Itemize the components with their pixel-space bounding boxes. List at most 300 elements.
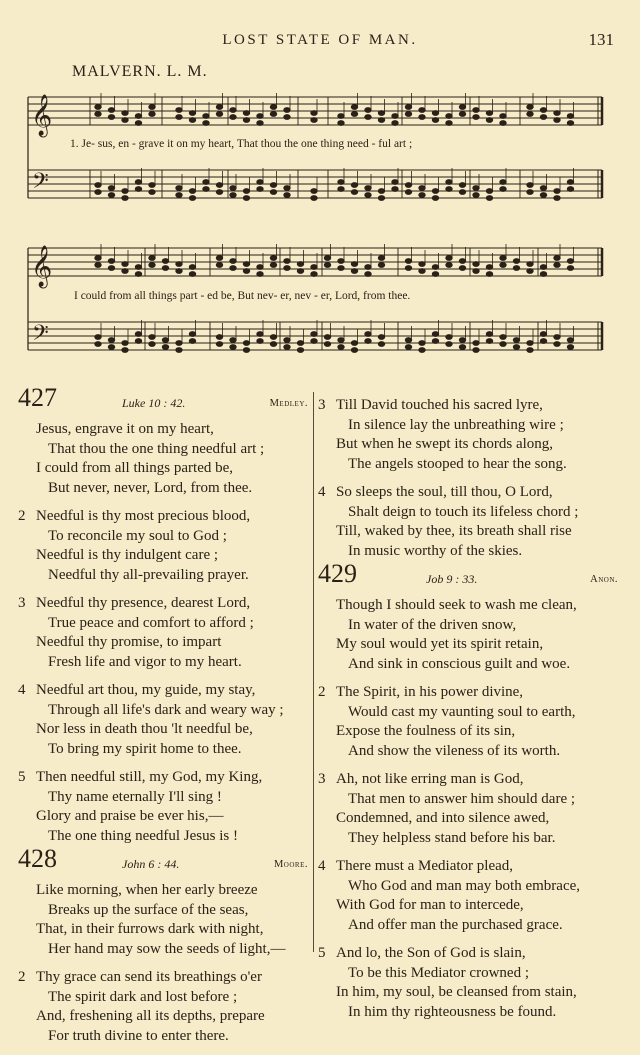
note-head [378,256,384,261]
note-head [311,111,317,116]
note-head [108,186,114,191]
verse-line: Would cast my vaunting soul to earth, [348,703,576,720]
note-head [230,259,236,264]
note-head [446,180,452,185]
note-head [230,345,236,350]
note-head [513,338,519,343]
note-head [122,196,128,201]
verse-line: So sleeps the soul, till thou, O Lord, [336,484,553,500]
note-head [95,112,101,117]
note-head [297,269,303,274]
note-head [473,108,479,113]
stanza [318,596,618,674]
stanza [318,857,618,935]
note-head [351,341,357,346]
verse-number: 4 [18,682,26,698]
note-head [257,272,263,277]
note-head [554,335,560,340]
note-head [513,345,519,350]
stanza [318,944,618,1022]
note-head [554,263,560,268]
note-head [405,190,411,195]
verse-line: To bring my spirit home to thee. [48,740,242,757]
note-head [338,180,344,185]
note-head [324,256,330,261]
note-head [486,272,492,277]
note-head [284,345,290,350]
note-head [405,112,411,117]
note-head [189,111,195,116]
verse-line: And offer man the purchased grace. [348,916,563,933]
note-head [459,183,465,188]
note-head [95,335,101,340]
note-head [351,105,357,110]
note-head [419,193,425,198]
note-head [230,338,236,343]
hymn-428-stanzas [18,881,308,1046]
bass-clef-icon: 𝄢 [32,321,49,351]
verse-line: To reconcile my soul to God ; [48,527,227,544]
verse-line: Thy grace can send its breathings o'er [36,969,262,985]
note-head [378,111,384,116]
music-score [0,0,640,380]
verse-line: But never, never, Lord, from thee. [48,479,253,496]
note-head [500,263,506,268]
note-head [513,259,519,264]
verse-line: Who God and man may both embrace, [348,877,581,894]
bass-clef-icon: 𝄢 [32,169,49,199]
author: Anon. [590,574,618,585]
note-head [540,339,546,344]
note-head [527,348,533,353]
hymn-number: 429 [318,559,357,588]
note-head [351,112,357,117]
note-head [567,180,573,185]
note-head [567,259,573,264]
note-head [216,342,222,347]
note-head [378,118,384,123]
verse-line: There must a Mediator plead, [336,858,514,874]
note-head [527,105,533,110]
note-head [189,332,195,337]
note-head [473,193,479,198]
note-head [419,348,425,353]
note-head [243,341,249,346]
note-head [338,121,344,126]
music-lyrics-line-1: 1. Je- sus, en - grave it on my heart, That thou the one thing need - ful art ; [70,138,413,150]
note-head [351,262,357,267]
note-head [176,193,182,198]
note-head [459,112,465,117]
hymn-427-stanzas [18,420,308,846]
verse-number: 3 [18,595,26,611]
note-head [311,272,317,277]
verse-line: Then needful still, my God, my King, [36,769,263,785]
note-head [135,187,141,192]
note-head [149,112,155,117]
note-head [446,342,452,347]
note-head [486,189,492,194]
note-head [554,342,560,347]
note-head [243,118,249,123]
note-head [216,263,222,268]
note-head [176,108,182,113]
note-head [95,105,101,110]
note-head [284,193,290,198]
note-head [149,263,155,268]
note-head [446,114,452,119]
note-head [392,180,398,185]
verse-line: In him thy righteousness be found. [348,1003,557,1020]
hymn-number: 428 [18,844,57,873]
note-head [432,265,438,270]
note-head [351,348,357,353]
column-divider [313,392,314,952]
note-head [122,111,128,116]
stanza [18,768,308,846]
stanza [318,683,618,761]
verse-line: That, in their furrows dark with night, [36,921,264,937]
note-head [486,118,492,123]
verse-line: Glory and praise be ever his,— [36,808,224,824]
note-head [311,339,317,344]
note-head [527,341,533,346]
note-head [459,259,465,264]
note-head [500,187,506,192]
note-head [135,339,141,344]
note-head [432,272,438,277]
note-head [419,269,425,274]
note-head [527,183,533,188]
note-head [365,186,371,191]
note-head [122,348,128,353]
left-column [18,383,308,1055]
note-head [540,108,546,113]
note-head [270,335,276,340]
note-head [95,263,101,268]
running-header: LOST STATE OF MAN. [222,32,418,48]
note-head [338,345,344,350]
note-head [378,263,384,268]
verse-number: 5 [18,769,26,785]
note-head [405,105,411,110]
note-head [203,114,209,119]
note-head [473,348,479,353]
verse-line: Till, waked by thee, its breath shall rise [336,523,572,539]
note-head [270,256,276,261]
note-head [149,342,155,347]
verse-number: 3 [318,771,326,787]
stanza [18,681,308,759]
note-head [108,345,114,350]
note-head [540,332,546,337]
note-head [108,266,114,271]
note-head [567,345,573,350]
stanza [18,968,308,1046]
verse-line: Shalt deign to touch its lifeless chord ; [348,503,579,520]
verse-number: 5 [318,945,326,961]
note-head [243,111,249,116]
note-head [378,189,384,194]
note-head [216,105,222,110]
note-head [459,266,465,271]
verse-number: 2 [18,969,26,985]
verse-line: Breaks up the surface of the seas, [48,901,249,918]
note-head [230,266,236,271]
verse-line: Fresh life and vigor to my heart. [48,653,242,670]
stanza [318,770,618,848]
verse-line: I could from all things parted be, [36,460,234,476]
note-head [257,339,263,344]
scripture-ref: John 6 : 44. [122,857,180,871]
note-head [297,262,303,267]
verse-line: With God for man to intercede, [336,897,524,913]
note-head [257,114,263,119]
note-head [473,115,479,120]
verse-line: Through all life's dark and weary way ; [48,701,284,718]
tune-title: MALVERN. L. M. [72,63,208,80]
note-head [365,193,371,198]
note-head [419,108,425,113]
note-head [324,335,330,340]
note-head [419,115,425,120]
note-head [203,187,209,192]
note-head [311,265,317,270]
note-head [500,256,506,261]
note-head [257,180,263,185]
stanza [18,507,308,585]
note-head [122,269,128,274]
treble-clef-icon: 𝄞 [31,95,53,136]
note-head [365,265,371,270]
note-head [392,187,398,192]
note-head [459,105,465,110]
scripture-ref: Luke 10 : 42. [122,396,186,410]
note-head [270,263,276,268]
hymn-429-header [318,559,618,596]
note-head [378,342,384,347]
verse-line: That men to answer him should dare ; [348,790,576,807]
note-head [500,342,506,347]
note-head [189,272,195,277]
note-head [351,190,357,195]
verse-line: For truth divine to enter there. [48,1027,229,1044]
verse-number: 3 [318,397,326,413]
note-head [216,183,222,188]
note-head [162,266,168,271]
note-head [95,183,101,188]
note-head [176,262,182,267]
note-head [378,196,384,201]
author: Moore. [273,859,308,870]
note-head [554,111,560,116]
note-head [95,256,101,261]
note-head [270,105,276,110]
note-head [243,269,249,274]
note-head [149,190,155,195]
note-head [162,345,168,350]
note-head [365,272,371,277]
verse-line: To be this Mediator crowned ; [348,964,529,981]
note-head [243,189,249,194]
note-head [108,115,114,120]
verse-number: 2 [18,508,26,524]
note-head [122,262,128,267]
note-head [122,118,128,123]
note-head [311,189,317,194]
note-head [554,189,560,194]
note-head [324,263,330,268]
verse-line: Like morning, when her early breeze [36,882,258,898]
note-head [527,112,533,117]
note-head [392,121,398,126]
hymn-428-header [18,844,308,881]
note-head [432,111,438,116]
note-head [162,259,168,264]
note-head [216,112,222,117]
note-head [500,180,506,185]
note-head [473,186,479,191]
note-head [473,341,479,346]
note-head [527,262,533,267]
verse-number: 4 [318,484,326,500]
note-head [149,256,155,261]
note-head [189,189,195,194]
treble-clef-icon: 𝄞 [31,246,53,287]
note-head [203,180,209,185]
note-head [567,187,573,192]
note-head [419,186,425,191]
note-head [230,108,236,113]
note-head [365,339,371,344]
note-head [135,121,141,126]
note-head [338,187,344,192]
note-head [176,341,182,346]
note-head [324,342,330,347]
note-head [432,332,438,337]
right-column [318,396,618,1031]
note-head [365,332,371,337]
note-head [95,190,101,195]
note-head [243,196,249,201]
hymn-427-header [18,383,308,420]
note-head [351,183,357,188]
verse-line: Needful thy presence, dearest Lord, [36,595,251,611]
note-head [230,186,236,191]
verse-line: And lo, the Son of God is slain, [336,945,526,961]
stanza [18,594,308,672]
verse-line: Needful thy promise, to impart [36,634,222,650]
note-head [311,196,317,201]
verse-line: The Spirit, in his power divine, [336,684,524,700]
note-head [378,335,384,340]
note-head [554,118,560,123]
verse-line: Ah, not like erring man is God, [336,771,524,787]
note-head [216,190,222,195]
note-head [432,189,438,194]
note-head [540,186,546,191]
verse-line: Jesus, engrave it on my heart, [36,421,214,437]
note-head [284,259,290,264]
note-head [540,265,546,270]
hymn-429-stanzas [318,596,618,1022]
note-head [122,341,128,346]
verse-line: Needful is thy most precious blood, [36,508,251,524]
note-head [257,332,263,337]
note-head [446,121,452,126]
note-head [297,341,303,346]
note-head [405,266,411,271]
note-head [446,263,452,268]
note-head [135,265,141,270]
note-head [284,108,290,113]
verse-line: Her hand may sow the seeds of light,— [48,940,286,957]
verse-line: Needful thy all-prevailing prayer. [48,566,249,583]
verse-line: My soul would yet its spirit retain, [336,636,544,652]
note-head [284,338,290,343]
note-head [189,265,195,270]
note-head [311,332,317,337]
note-head [230,193,236,198]
note-head [567,114,573,119]
verse-line: Thy name eternally I'll sing ! [48,788,222,805]
note-head [459,338,465,343]
verse-line: Needful is thy indulgent care ; [36,547,219,563]
note-head [446,256,452,261]
note-head [446,187,452,192]
scripture-ref: Job 9 : 33. [426,572,478,586]
verse-line: And sink in conscious guilt and woe. [348,655,571,672]
note-head [270,342,276,347]
note-head [405,183,411,188]
note-head [459,190,465,195]
note-head [432,118,438,123]
note-head [108,338,114,343]
stanza [318,483,618,561]
note-head [162,338,168,343]
verse-number: 4 [318,858,326,874]
note-head [176,186,182,191]
note-head [486,339,492,344]
note-head [338,114,344,119]
note-head [257,121,263,126]
note-head [149,335,155,340]
verse-line: Condemned, and into silence awed, [336,810,550,826]
note-head [176,115,182,120]
note-head [459,345,465,350]
note-head [135,332,141,337]
note-head [270,112,276,117]
note-head [149,105,155,110]
note-head [486,332,492,337]
verse-line: In water of the driven snow, [348,616,517,633]
verse-number: 2 [318,684,326,700]
verse-line: Though I should seek to wash me clean, [336,597,577,613]
verse-line: They helpless stand before his bar. [348,829,556,846]
verse-line: In music worthy of the skies. [348,542,523,559]
note-head [108,108,114,113]
note-head [527,190,533,195]
note-head [189,196,195,201]
stanza [18,881,308,959]
note-head [284,266,290,271]
note-head [405,259,411,264]
note-head [527,269,533,274]
note-head [446,335,452,340]
verse-line: But when he swept its chords along, [336,436,554,452]
note-head [473,262,479,267]
verse-line: And, freshening all its depths, prepare [36,1008,265,1024]
